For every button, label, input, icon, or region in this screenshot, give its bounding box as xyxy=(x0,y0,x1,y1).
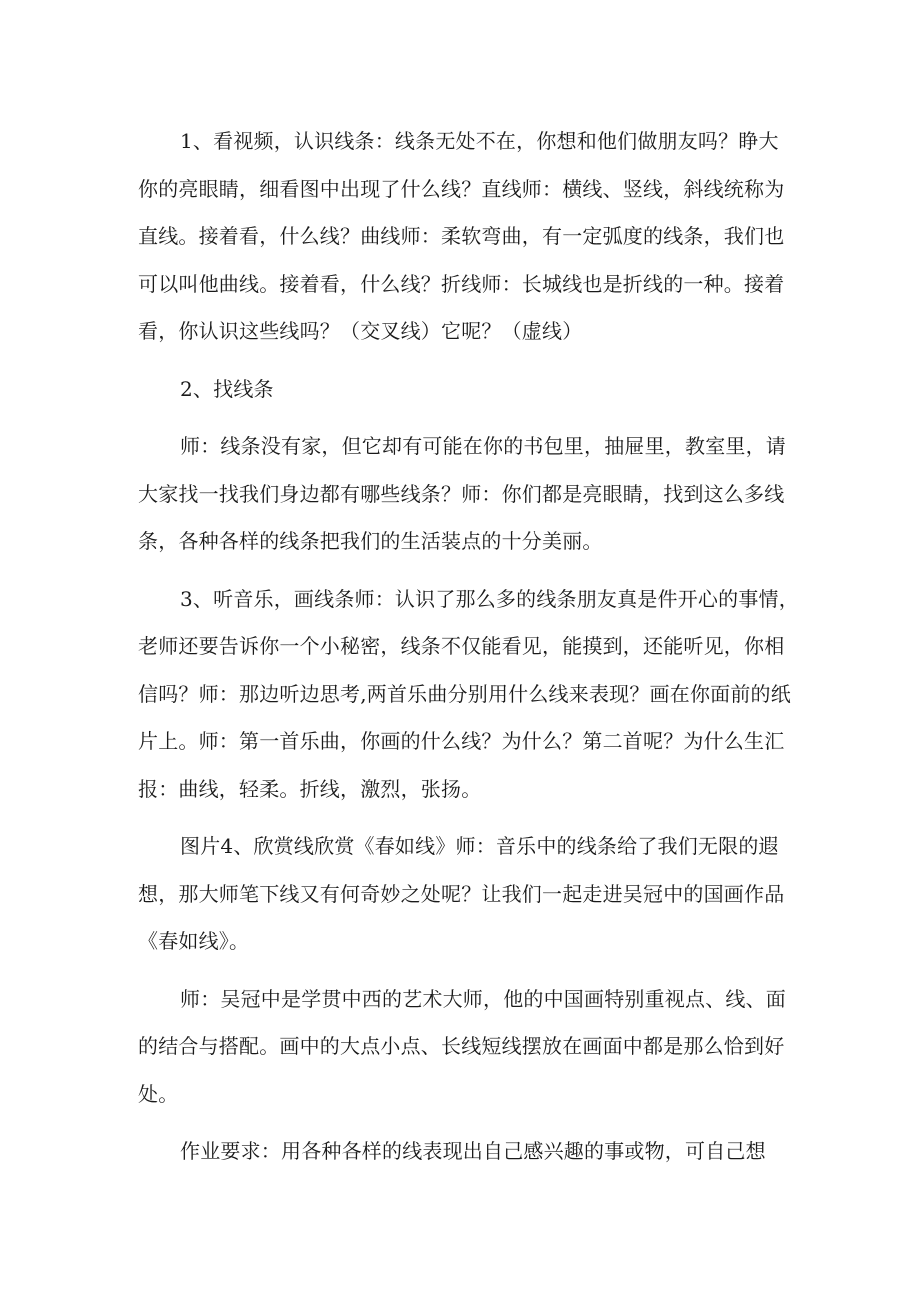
paragraph xyxy=(138,118,788,356)
paragraph xyxy=(138,1128,788,1176)
text-line: 想，那大师笔下线又有何奇妙之处呢？让我们一起走进吴冠中的国画作品 xyxy=(138,881,785,906)
text-line: 《春如线》。 xyxy=(138,929,250,953)
text-line: 图片4、欣赏线欣赏《春如线》师：音乐中的线条给了我们无限的遐 xyxy=(180,834,779,858)
text-line: 作业要求：用各种各样的线表现出自己感兴趣的事或物，可自己想 xyxy=(180,1139,766,1163)
paragraph xyxy=(138,823,788,966)
text-line: 3、听音乐，画线条师：认识了那么多的线条朋友真是件开心的事情， xyxy=(180,586,799,611)
text-line: 2、找线条 xyxy=(180,376,274,401)
paragraph xyxy=(138,366,788,414)
text-line: 信吗？师：那边听边思考,两首乐曲分别用什么线来表现？画在你面前的纸 xyxy=(138,681,791,706)
text-line: 1、看视频，认识线条：线条无处不在，你想和他们做朋友吗？睁大 xyxy=(180,129,779,153)
text-line: 师：吴冠中是学贯中西的艺术大师，他的中国画特别重视点、线、面 xyxy=(180,986,786,1011)
text-line: 片上。师：第一首乐曲，你画的什么线？为什么？第二首呢？为什么生汇 xyxy=(138,729,785,753)
document-body xyxy=(138,118,799,1176)
paragraph xyxy=(138,423,788,566)
text-line: 处。 xyxy=(138,1081,179,1106)
text-line: 大家找一找我们身边都有哪些线条？师：你们都是亮眼睛，找到这么多线 xyxy=(138,481,785,506)
text-line: 师：线条没有家，但它却有可能在你的书包里，抽屉里，教室里，请 xyxy=(180,434,786,458)
paragraph xyxy=(138,976,788,1119)
text-line: 条，各种各样的线条把我们的生活装点的十分美丽。 xyxy=(138,529,603,553)
text-line: 老师还要告诉你一个小秘密，线条不仅能看见，能摸到，还能听见，你相 xyxy=(138,634,785,658)
text-line: 直线。接着看，什么线？曲线师：柔软弯曲，有一定弧度的线条，我们也 xyxy=(138,224,785,248)
paragraph xyxy=(138,576,799,814)
text-line: 报：曲线，轻柔。折线，激烈，张扬。 xyxy=(138,776,482,801)
text-line: 看，你认识这些线吗？（交叉线）它呢？（虚线） xyxy=(138,319,583,343)
text-line: 可以叫他曲线。接着看，什么线？折线师：长城线也是折线的一种。接着 xyxy=(138,271,785,296)
text-line: 你的亮眼睛，细看图中出现了什么线？直线师：横线、竖线，斜线统称为 xyxy=(138,176,785,201)
text-line: 的结合与搭配。画中的大点小点、长线短线摆放在画面中都是那么恰到好 xyxy=(138,1034,785,1058)
